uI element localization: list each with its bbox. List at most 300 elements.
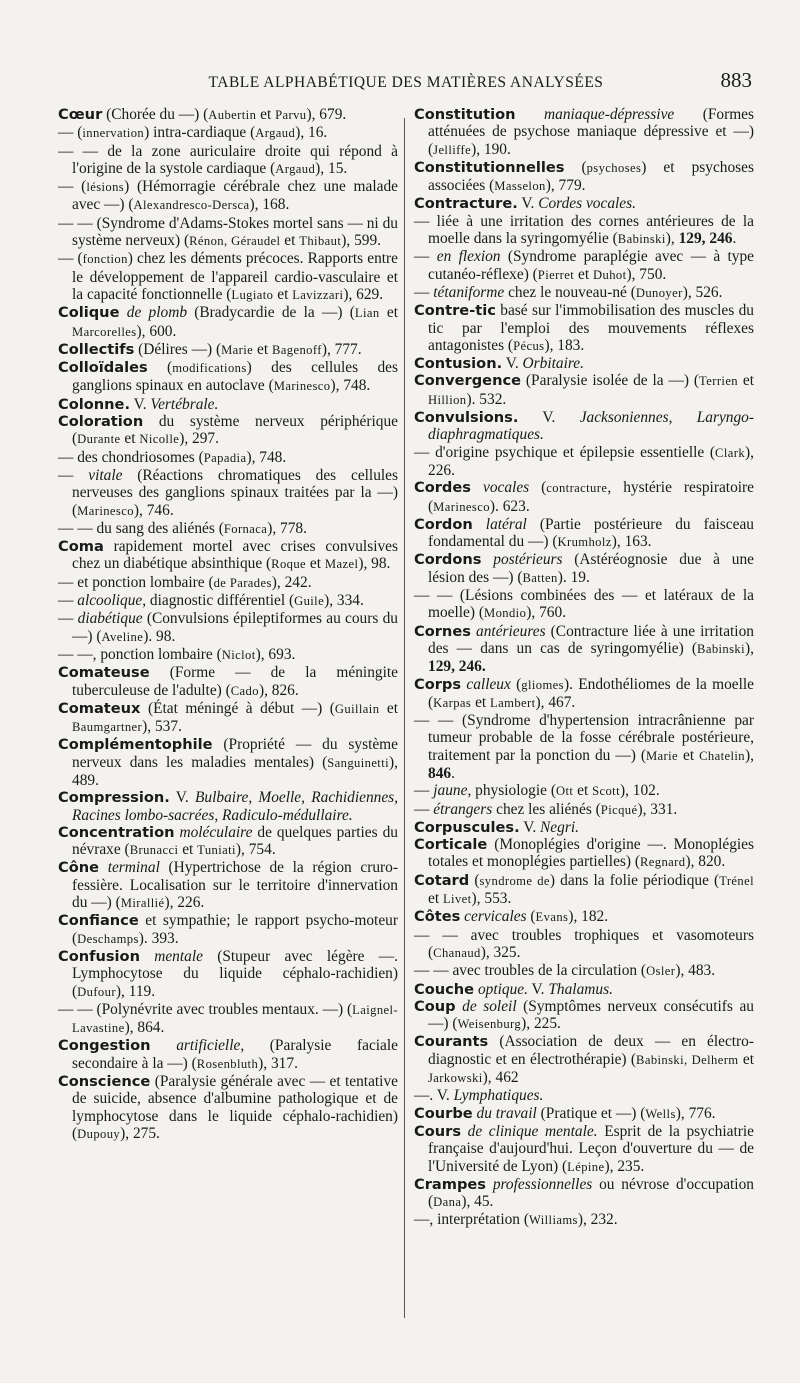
index-entry <box>414 479 754 516</box>
index-entry <box>58 341 398 359</box>
entry-text: — <box>58 466 89 484</box>
entry-text: ), 163. <box>611 533 652 551</box>
author-name: Marcorelles <box>72 324 137 339</box>
author-name: Sanguinetti <box>327 755 390 770</box>
entry-text: ), 820. <box>685 853 726 871</box>
entry-text: (Astéréognosie due à une lésion des —) ( <box>428 551 754 586</box>
author-name: Thibaut <box>299 234 342 249</box>
author-name: Nicolle <box>139 432 180 447</box>
author-name: innervation <box>82 126 145 141</box>
author-name: de Parades <box>213 575 272 590</box>
entry-text: ), 16. <box>295 124 328 142</box>
entry-text: . <box>451 764 455 782</box>
author-name: Evans <box>535 910 569 925</box>
index-entry <box>414 159 754 196</box>
page-number: 883 <box>720 68 752 92</box>
entry-text: ) intra-cardiaque ( <box>144 124 256 142</box>
entry-text: ), 226. <box>164 894 205 912</box>
entry-text: ), 225. <box>521 1015 561 1033</box>
index-entry <box>414 981 754 998</box>
author-name: Bagenoff <box>271 342 322 357</box>
entry-text: ), 489. <box>72 753 398 789</box>
entry-text: rapidement mortel avec crises convulsives chez un diabétique absinthique ( <box>72 538 398 573</box>
entry-headword: Confusion <box>58 947 140 965</box>
index-entry <box>58 215 398 251</box>
entry-text: ), 483. <box>675 962 716 980</box>
index-entry <box>58 1073 398 1143</box>
entry-text: ) des cellules des ganglions spinaux en autoclave ( <box>72 359 398 395</box>
author-name: Aveline <box>101 629 144 644</box>
entry-headword: Convulsions. <box>414 409 519 427</box>
entry-headword: Coloration <box>58 413 144 431</box>
entry-headword: Corticale <box>414 836 488 854</box>
entry-text: jaune <box>433 782 468 800</box>
author-name: Fornaca <box>223 521 268 536</box>
entry-text: moléculaire <box>179 823 253 841</box>
index-entry <box>58 304 398 341</box>
entry-headword: Constitutionnelles <box>414 158 565 176</box>
author-name: Weisenburg <box>457 1017 522 1032</box>
author-name: Babinski, Delherm <box>636 1052 739 1067</box>
entry-text: (Hypertrichose de la région cruro-fessière. Localisation sur le territoire d'innervation du —) ( <box>72 859 398 912</box>
entry-text: ), 190. <box>471 140 511 158</box>
entry-headword: Cours <box>414 1122 462 1140</box>
author-name: Rénon, Géraudel <box>189 234 281 249</box>
entry-text: et <box>277 285 293 303</box>
entry-text: ( <box>581 158 587 176</box>
entry-headword: Convergence <box>414 372 522 390</box>
entry-text: — — du sang des aliénés ( <box>58 519 224 537</box>
entry-text: artificielle <box>176 1037 241 1055</box>
entry-text: ) (Hémorragie cérébrale chez une malade avec —) ( <box>72 178 398 214</box>
index-entry <box>58 143 398 179</box>
entry-text: V. <box>133 395 151 413</box>
entry-headword: Congestion <box>58 1037 151 1055</box>
entry-text: ), 226. <box>428 443 754 479</box>
index-entry <box>58 413 398 449</box>
entry-text: ), 750. <box>626 265 667 283</box>
entry-text: ), 537. <box>142 718 182 736</box>
entry-text: étrangers <box>433 800 493 818</box>
entry-text: de clinique mentale. <box>467 1122 598 1140</box>
running-title: TABLE ALPHABÉTIQUE DES MATIÈRES ANALYSÉES <box>208 74 604 91</box>
entry-headword: Cordes <box>414 479 471 497</box>
index-entry <box>414 284 754 302</box>
author-name: Papadia <box>203 450 247 465</box>
author-name: Chatelin <box>699 748 745 763</box>
entry-text: en flexion <box>436 248 501 266</box>
index-entry <box>414 213 754 249</box>
entry-text: ), 600. <box>136 322 177 340</box>
entry-text: (Réactions chromatiques des cellules nerveuses des ganglions spinaux traitées par la —) ( <box>72 466 399 519</box>
author-name: Regnard <box>639 855 686 870</box>
author-name: Ott <box>555 784 574 799</box>
entry-text: et sympathie; le rapport psycho-moteur ( <box>72 912 398 947</box>
index-entry <box>414 106 754 159</box>
author-name: Hillion <box>428 392 467 407</box>
author-name: Scott <box>592 784 620 799</box>
index-entry <box>414 587 754 623</box>
entry-text: ), 467. <box>535 693 576 711</box>
author-name: Alexandresco-Dersca <box>133 198 250 213</box>
entry-text: ), 334. <box>324 592 364 610</box>
entry-text: ), 693. <box>255 645 296 663</box>
entry-text: ), 779. <box>545 177 586 195</box>
entry-text: ), 331. <box>637 800 678 818</box>
entry-headword: Colonne. <box>58 395 130 413</box>
entry-text: — liée à une irritation des cornes antérieures de la moelle dans la syringomyélie ( <box>414 212 754 248</box>
entry-text: — et ponction lombaire ( <box>58 573 214 591</box>
author-name: Aubertin <box>208 108 257 122</box>
entry-text: Vertébrale. <box>150 395 219 413</box>
entry-text: ), <box>744 746 754 764</box>
entry-text: — d'origine psychique et épilepsie essentielle ( <box>414 443 716 461</box>
author-name: Jarkowski <box>428 1071 483 1086</box>
entry-text: chez les aliénés ( <box>496 800 601 818</box>
entry-text: (Délires —) ( <box>138 340 222 358</box>
author-name: Laignel-Lavastine <box>72 1002 398 1036</box>
author-name: Batten <box>522 570 558 585</box>
entry-text: ), 746. <box>133 501 174 519</box>
entry-text: ), 826. <box>258 681 299 699</box>
index-entry <box>414 1105 754 1123</box>
author-name: Marinesco <box>273 379 331 394</box>
index-entry <box>414 908 754 926</box>
author-name: Dunoyer <box>635 285 683 300</box>
entry-text: ), 182. <box>568 908 609 926</box>
entry-text: ), 183. <box>544 336 585 354</box>
entry-headword: Conscience <box>58 1073 151 1091</box>
entry-headword: Cordons <box>414 551 482 569</box>
entry-text: — — (Polynévrite avec troubles mentaux. —) ( <box>58 1000 353 1018</box>
entry-text: — <box>414 782 434 800</box>
entry-text: — <box>58 610 78 628</box>
entry-text: Orbitaire. <box>522 355 584 373</box>
author-name: Roque <box>271 557 307 572</box>
entry-text: ), 102. <box>619 782 660 800</box>
author-name: Marinesco <box>77 503 134 518</box>
index-entry <box>58 646 398 664</box>
author-name: Niclot <box>221 647 256 662</box>
index-entry <box>414 819 754 836</box>
entry-headword: Comateux <box>58 699 141 717</box>
entry-text: (Convulsions épileptiformes au cours du —) ( <box>72 610 398 645</box>
entry-text: ), 629. <box>343 285 384 303</box>
entry-headword: Crampes <box>414 1175 486 1193</box>
index-entry <box>58 1037 398 1073</box>
entry-text: (Monoplégies d'origine —. Monoplégies totales et monoplégies partielles) ( <box>428 836 754 871</box>
entry-headword: Couche <box>414 980 475 998</box>
entry-text: ), 168. <box>249 196 290 214</box>
author-name: Terrien <box>699 374 739 389</box>
entry-text: antérieures <box>476 622 546 640</box>
author-name: Deschamps <box>77 931 139 946</box>
entry-headword: Courbe <box>414 1104 473 1122</box>
entry-headword: Cœur <box>58 106 103 123</box>
index-entry <box>414 1033 754 1087</box>
entry-text: (Paralysie isolée de la —) ( <box>525 372 700 390</box>
entry-text: 129, 246. <box>428 658 486 676</box>
entry-headword: Colique <box>58 304 120 322</box>
author-name: Babinski <box>617 232 666 247</box>
entry-text: ), 748. <box>330 377 371 395</box>
index-entry <box>414 372 754 409</box>
entry-headword: Côtes <box>414 908 461 926</box>
author-name: Cado <box>230 683 259 698</box>
entry-text: (Formes atténuées de psychose maniaque dépressive et —) ( <box>428 106 754 158</box>
entry-text: V. <box>531 980 549 998</box>
index-entry <box>58 574 398 592</box>
entry-text: (Paralysie générale avec — et tentative de suicide, absence d'albumine pathologique et de lymphocytose dans le liquide céphalo-rachidien) ( <box>72 1073 398 1142</box>
author-name: lésions <box>86 180 125 195</box>
entry-text: ), 242. <box>271 573 312 591</box>
entry-text: — des chondriosomes ( <box>58 448 204 466</box>
entry-text: (Propriété — du système nerveux dans les maladies mentales) ( <box>72 736 398 771</box>
page-header <box>60 68 752 96</box>
author-name: Trénel <box>719 873 755 888</box>
entry-text: ), 553. <box>471 890 512 908</box>
entry-text: chez le nouveau-né ( <box>508 283 636 301</box>
index-entry <box>414 516 754 552</box>
entry-headword: Contusion. <box>414 355 503 373</box>
entry-text: — ( <box>58 178 87 196</box>
index-entry <box>414 248 754 284</box>
index-entry <box>414 551 754 587</box>
entry-text: — ( <box>58 124 83 142</box>
entry-text: ), 462 <box>482 1069 519 1087</box>
entry-text: ), 45. <box>461 1193 494 1211</box>
entry-text: et <box>683 746 700 764</box>
entry-text: Lymphatiques. <box>453 1087 544 1105</box>
entry-text: (Syndrome paraplégie avec — à type cutanéo-réflexe) ( <box>428 248 754 283</box>
entry-text: 846 <box>428 764 452 782</box>
entry-headword: Cordon <box>414 515 473 533</box>
entry-text: et <box>428 890 443 908</box>
entry-text: 129, 246 <box>678 230 733 248</box>
entry-text: (Bradycardie de la —) ( <box>194 304 355 322</box>
entry-text: tétaniforme <box>433 283 505 301</box>
entry-text: (Chorée du —) ( <box>106 106 209 123</box>
entry-text: V. <box>521 195 539 213</box>
entry-text: ), 748. <box>246 448 287 466</box>
index-entry <box>414 444 754 480</box>
index-entry <box>58 592 398 610</box>
author-name: Pécus <box>513 338 545 353</box>
entry-text: ). 532. <box>466 390 507 408</box>
entry-text: maniaque-dépressive <box>544 106 675 123</box>
entry-text: ) chez les déments précoces. Rapports entre le développement de l'appareil cardio-vasculaire et la capacité fonctionnelle ( <box>72 250 398 303</box>
entry-text: diabétique <box>77 610 143 628</box>
entry-text: ), 98. <box>358 555 391 573</box>
index-entry <box>58 824 398 860</box>
entry-text: calleux <box>466 675 511 693</box>
author-name: Chanaud <box>433 945 481 960</box>
index-entry <box>58 736 398 789</box>
entry-text: , diagnostic différentiel ( <box>142 592 295 610</box>
author-name: Karpas <box>433 695 472 710</box>
entry-text: alcoolique <box>77 592 143 610</box>
author-name: Lavizzari <box>292 287 344 302</box>
entry-text: ) dans la folie périodique ( <box>549 871 720 889</box>
author-name: Babinski <box>697 641 746 656</box>
entry-text: —. V. <box>414 1087 454 1105</box>
entry-text: ), 526. <box>682 283 723 301</box>
index-entry <box>414 872 754 909</box>
author-name: Argaud <box>275 161 316 176</box>
entry-text: du système nerveux périphérique ( <box>72 413 398 448</box>
entry-text: (Forme — de la méningite tuberculeuse de l'adulte) ( <box>72 664 398 699</box>
author-name: Lépine <box>567 1159 605 1174</box>
author-name: Rosenbluth <box>196 1056 259 1071</box>
entry-text: , hystérie respiratoire ( <box>428 479 754 515</box>
entry-text: et <box>257 340 272 358</box>
entry-text: ), 778. <box>267 519 307 537</box>
entry-text: et <box>284 232 300 250</box>
author-name: Wells <box>645 1106 676 1121</box>
entry-headword: Confiance <box>58 912 139 930</box>
entry-headword: Collectifs <box>58 340 135 358</box>
entry-text: — — de la zone auriculaire droite qui répond à l'origine de la systole cardiaque ( <box>58 142 398 177</box>
index-entry <box>58 124 398 142</box>
index-entry <box>414 782 754 800</box>
entry-text: — —, ponction lombaire ( <box>58 645 222 663</box>
author-name: Marie <box>221 342 254 357</box>
entry-text: du travail <box>476 1104 537 1122</box>
entry-text: cervicales <box>464 908 527 926</box>
entry-text: (Pratique et —) ( <box>540 1104 646 1122</box>
entry-text: mentale <box>154 947 203 965</box>
entry-text: — <box>58 592 78 610</box>
entry-text: et <box>182 841 198 859</box>
author-name: psychoses <box>586 160 642 175</box>
entry-text: ), 776. <box>675 1104 716 1122</box>
entry-text: ), 754. <box>235 841 276 859</box>
author-name: Masselon <box>494 179 546 194</box>
entry-text: de soleil <box>462 997 517 1015</box>
entry-text: — — (Syndrome d'Adams-Stokes mortel sans — ni du système nerveux) ( <box>58 214 398 250</box>
entry-text: ( <box>541 479 547 497</box>
entry-headword: Cornes <box>414 622 471 640</box>
entry-text: terminal <box>107 859 160 877</box>
entry-text: et <box>386 699 398 717</box>
entry-text: V. <box>523 818 541 836</box>
author-name: Livet <box>442 892 472 907</box>
entry-headword: Cône <box>58 859 100 877</box>
entry-text: ( <box>516 675 522 693</box>
index-entry <box>414 1211 754 1229</box>
entry-text: et <box>475 693 491 711</box>
author-name: Marinesco <box>433 499 490 514</box>
index-entry <box>414 998 754 1034</box>
index-entry <box>58 250 398 304</box>
index-column-left <box>58 106 398 1143</box>
index-entry <box>414 1176 754 1212</box>
entry-text: et <box>260 106 276 123</box>
author-name: Lian <box>354 306 380 321</box>
entry-text: ), 864. <box>124 1019 165 1037</box>
entry-text: vocales <box>482 479 530 497</box>
author-name: Duhot <box>593 267 627 282</box>
author-name: Tuniati <box>197 843 236 858</box>
entry-text: et <box>124 430 140 448</box>
index-entry <box>58 859 398 912</box>
entry-text: et <box>578 265 593 283</box>
entry-headword: Coma <box>58 538 104 556</box>
author-name: Mazel <box>324 557 359 572</box>
author-name: Parvu <box>275 108 307 122</box>
entry-text: ). 98. <box>143 627 176 645</box>
entry-text: Thalamus. <box>548 980 613 998</box>
author-name: Durante <box>77 432 121 447</box>
entry-text: ), 777. <box>321 340 362 358</box>
entry-text: Esprit de la psychiatrie française d'aujourd'hui. Leçon d'ouverture du — de l'Université de Lyon) ( <box>428 1122 754 1175</box>
entry-text: ), 15. <box>315 159 348 177</box>
author-name: Dupouy <box>77 1126 121 1141</box>
entry-text: V. <box>505 355 523 373</box>
index-column-right <box>414 106 754 1230</box>
entry-text: et <box>742 1050 754 1068</box>
index-entry <box>58 106 398 124</box>
entry-text: ), 232. <box>577 1211 618 1229</box>
index-entry <box>58 178 398 215</box>
entry-text: et <box>309 555 325 573</box>
entry-headword: Contre-tic <box>414 302 496 320</box>
author-name: Williams <box>528 1213 578 1228</box>
entry-headword: Corps <box>414 675 462 693</box>
index-entry <box>58 948 398 1001</box>
author-name: Brunacci <box>129 843 179 858</box>
entry-text: Jacksoniennes, Laryngo-diaphragmatiques. <box>428 409 755 444</box>
entry-text: de quelques parties du névraxe ( <box>72 823 398 859</box>
author-name: Mirallié <box>120 896 165 911</box>
index-entry <box>414 1087 754 1104</box>
entry-text: — — (Syndrome d'hypertension intracrânienne par tumeur probable de la fosse cérébrale postérieure, traitement par la ponction du —) ( <box>414 712 754 764</box>
index-entry <box>58 610 398 646</box>
index-entry <box>414 302 754 355</box>
entry-text: et <box>386 304 398 322</box>
author-name: Jelliffe <box>433 142 472 157</box>
entry-text: ( <box>530 908 536 926</box>
author-name: Pierret <box>537 267 575 282</box>
index-entry <box>58 664 398 700</box>
entry-text: ). 19. <box>557 568 590 586</box>
author-name: fonction <box>82 252 128 267</box>
entry-text: ), 235. <box>604 1157 645 1175</box>
index-entry <box>58 538 398 574</box>
entry-text: ), 119. <box>115 982 156 1000</box>
index-entry <box>58 449 398 467</box>
entry-text: de plomb <box>126 304 188 322</box>
index-entry <box>58 700 398 737</box>
index-entry <box>414 962 754 980</box>
entry-text: , (Paralysie faciale secondaire à la —) ( <box>72 1037 398 1072</box>
entry-text: (Association de deux — en électro-diagnostic et en électrothérapie) ( <box>428 1033 754 1068</box>
author-name: modifications <box>172 361 247 376</box>
author-name: Marie <box>645 748 679 763</box>
index-entry <box>58 912 398 948</box>
entry-text: et <box>742 372 755 390</box>
entry-text: postérieurs <box>493 551 563 569</box>
entry-headword: Coup <box>414 997 456 1015</box>
author-name: Dana <box>433 1195 462 1210</box>
author-name: Osler <box>646 964 676 979</box>
entry-text: ). 623. <box>489 497 530 515</box>
entry-text: (Partie postérieure du faisceau fondamental du —) ( <box>428 515 754 551</box>
entry-text: ), <box>665 230 679 248</box>
entry-text: Negri. <box>540 818 579 836</box>
index-entry <box>414 712 754 782</box>
entry-text: ), 325. <box>480 943 521 961</box>
